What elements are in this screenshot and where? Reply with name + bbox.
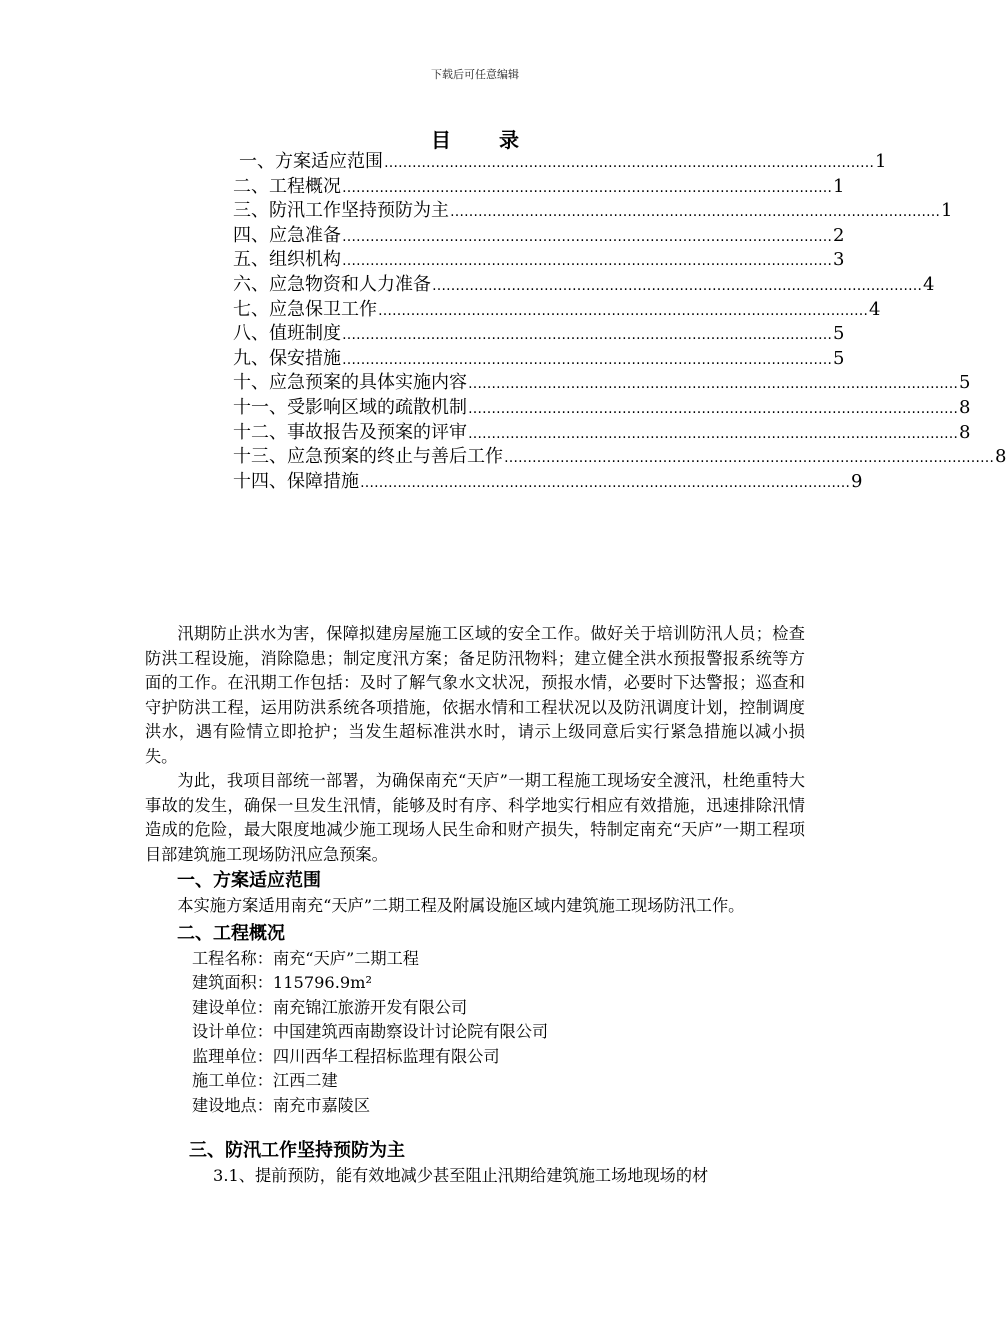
- toc-entry-label: 一、方案适应范围: [239, 151, 383, 172]
- toc-leader: ……………………………………………………………………………………………: [342, 228, 832, 245]
- toc-entry-page: 1: [875, 151, 887, 172]
- toc-entry-page: 1: [833, 175, 845, 197]
- toc-leader: ……………………………………………………………………………………………: [468, 425, 958, 442]
- toc-leader: ……………………………………………………………………………………………: [468, 400, 958, 417]
- toc-leader: ……………………………………………………………………………………………: [432, 277, 922, 294]
- project-info-line: 建设单位：南充锦江旅游开发有限公司: [192, 997, 468, 1017]
- toc-entry-label: 四、应急准备: [233, 224, 341, 246]
- toc-title-char-1: 目: [431, 128, 451, 152]
- toc-leader: ……………………………………………………………………………………………: [378, 302, 868, 319]
- toc-entry-label: 五、组织机构: [233, 249, 341, 271]
- toc-entry-page: 3: [833, 249, 845, 271]
- project-info-line: 监理单位：四川西华工程招标监理有限公司: [192, 1046, 500, 1066]
- toc-entry-label: 八、值班制度: [233, 323, 341, 345]
- section-1-text: 本实施方案适用南充“天庐”二期工程及附属设施区域内建筑施工现场防汛工作。: [177, 896, 745, 915]
- toc-leader: ……………………………………………………………………………………………: [450, 204, 940, 221]
- header-note: 下载后可任意编辑: [431, 68, 519, 81]
- toc-entry-page: 5: [833, 347, 845, 369]
- toc-entry[interactable]: [233, 347, 845, 372]
- toc-entry-page: 4: [869, 298, 881, 320]
- toc-entry[interactable]: [233, 371, 971, 396]
- toc-entry[interactable]: [233, 445, 1006, 470]
- toc-title-char-2: 录: [499, 128, 519, 152]
- toc-entry-page: 4: [923, 273, 935, 295]
- toc-entry-label: 十三、应急预案的终止与善后工作: [233, 446, 503, 468]
- toc-entry-page: 8: [959, 421, 971, 443]
- toc-leader: ……………………………………………………………………………………………: [360, 474, 850, 491]
- toc-entry-label: 十二、事故报告及预案的评审: [233, 421, 467, 443]
- section-3-heading: 三、防汛工作坚持预防为主: [189, 1140, 405, 1161]
- project-info-line: 施工单位：江西二建: [192, 1071, 338, 1090]
- section-2-heading: 二、工程概况: [177, 922, 285, 944]
- toc-entry[interactable]: [233, 175, 845, 200]
- project-info-line: 建设地点：南充市嘉陵区: [192, 1095, 371, 1115]
- toc-entry-page: 9: [851, 470, 863, 492]
- toc-entry[interactable]: [233, 470, 863, 495]
- toc-entry-page: 8: [995, 446, 1006, 468]
- project-info-line: 工程名称：南充“天庐”二期工程: [192, 948, 419, 968]
- toc-entry-label: 十四、保障措施: [233, 470, 359, 492]
- table-of-contents: [233, 150, 1006, 494]
- toc-leader: ……………………………………………………………………………………………: [342, 327, 832, 344]
- toc-entry-label: 六、应急物资和人力准备: [233, 273, 431, 295]
- toc-entry-page: 2: [833, 224, 845, 246]
- intro-paragraph-1: 汛期防止洪水为害，保障拟建房屋施工区域的安全工作。做好关于培训防汛人员；检查防洪工程设施，消除隐患；制定度汛方案；备足防汛物料；建立健全洪水预报警报系统等方面的工作。在汛期工作包括：及时了解气象水文状况，预报水情，必要时下达警报；巡查和守护防洪工程，运用防洪系统各项措施，依据水情和工程状况以及防汛调度计划，控制调度洪水，遇有险情立即抢护；当发生超标准洪水时，请示上级同意后实行紧急措施以减小损失。: [145, 624, 805, 766]
- toc-entry[interactable]: [233, 298, 881, 323]
- toc-entry-page: 8: [959, 396, 971, 418]
- section-3-text: 3.1、提前预防，能有效地减少甚至阻止汛期给建筑施工场地现场的材: [213, 1166, 709, 1185]
- toc-entry-page: 5: [959, 372, 971, 394]
- toc-entry[interactable]: [233, 199, 953, 224]
- toc-entry-page: 5: [833, 323, 845, 345]
- toc-entry[interactable]: [233, 273, 935, 298]
- toc-leader: ……………………………………………………………………………………………: [342, 253, 832, 270]
- toc-entry[interactable]: [233, 322, 845, 347]
- toc-leader: ……………………………………………………………………………………………: [468, 376, 958, 393]
- toc-leader: ……………………………………………………………………………………………: [342, 179, 832, 196]
- toc-entry[interactable]: [233, 150, 887, 175]
- toc-entry-label: 十一、受影响区域的疏散机制: [233, 396, 467, 418]
- toc-entry-label: 十、应急预案的具体实施内容: [233, 372, 467, 394]
- toc-entry[interactable]: [233, 248, 845, 273]
- toc-entry[interactable]: [233, 421, 971, 446]
- toc-title: [0, 124, 950, 153]
- intro-paragraph-2: 为此，我项目部统一部署，为确保南充“天庐”一期工程施工现场安全渡汛，杜绝重特大事故的发生，确保一旦发生汛情，能够及时有序、科学地实行相应有效措施，迅速排除汛情造成的危险，最大限度地减少施工现场人民生命和财产损失，特制定南充“天庐”一期工程项目部建筑施工现场防汛应急预案。: [145, 771, 805, 864]
- toc-leader: ……………………………………………………………………………………………: [384, 155, 874, 171]
- toc-entry-label: 二、工程概况: [233, 175, 341, 197]
- project-info-line: 建筑面积：115796.9m²: [192, 973, 373, 992]
- toc-leader: ……………………………………………………………………………………………: [504, 450, 994, 467]
- toc-entry[interactable]: [233, 396, 971, 421]
- project-info-line: 设计单位：中国建筑西南勘察设计讨论院有限公司: [192, 1022, 549, 1041]
- section-1-heading: 一、方案适应范围: [177, 870, 321, 891]
- toc-entry-label: 九、保安措施: [233, 347, 341, 369]
- toc-entry-label: 三、防汛工作坚持预防为主: [233, 200, 449, 222]
- toc-entry-page: 1: [941, 200, 953, 222]
- toc-entry[interactable]: [233, 224, 845, 249]
- toc-leader: ……………………………………………………………………………………………: [342, 351, 832, 368]
- toc-entry-label: 七、应急保卫工作: [233, 298, 377, 320]
- document-body: [145, 622, 805, 1189]
